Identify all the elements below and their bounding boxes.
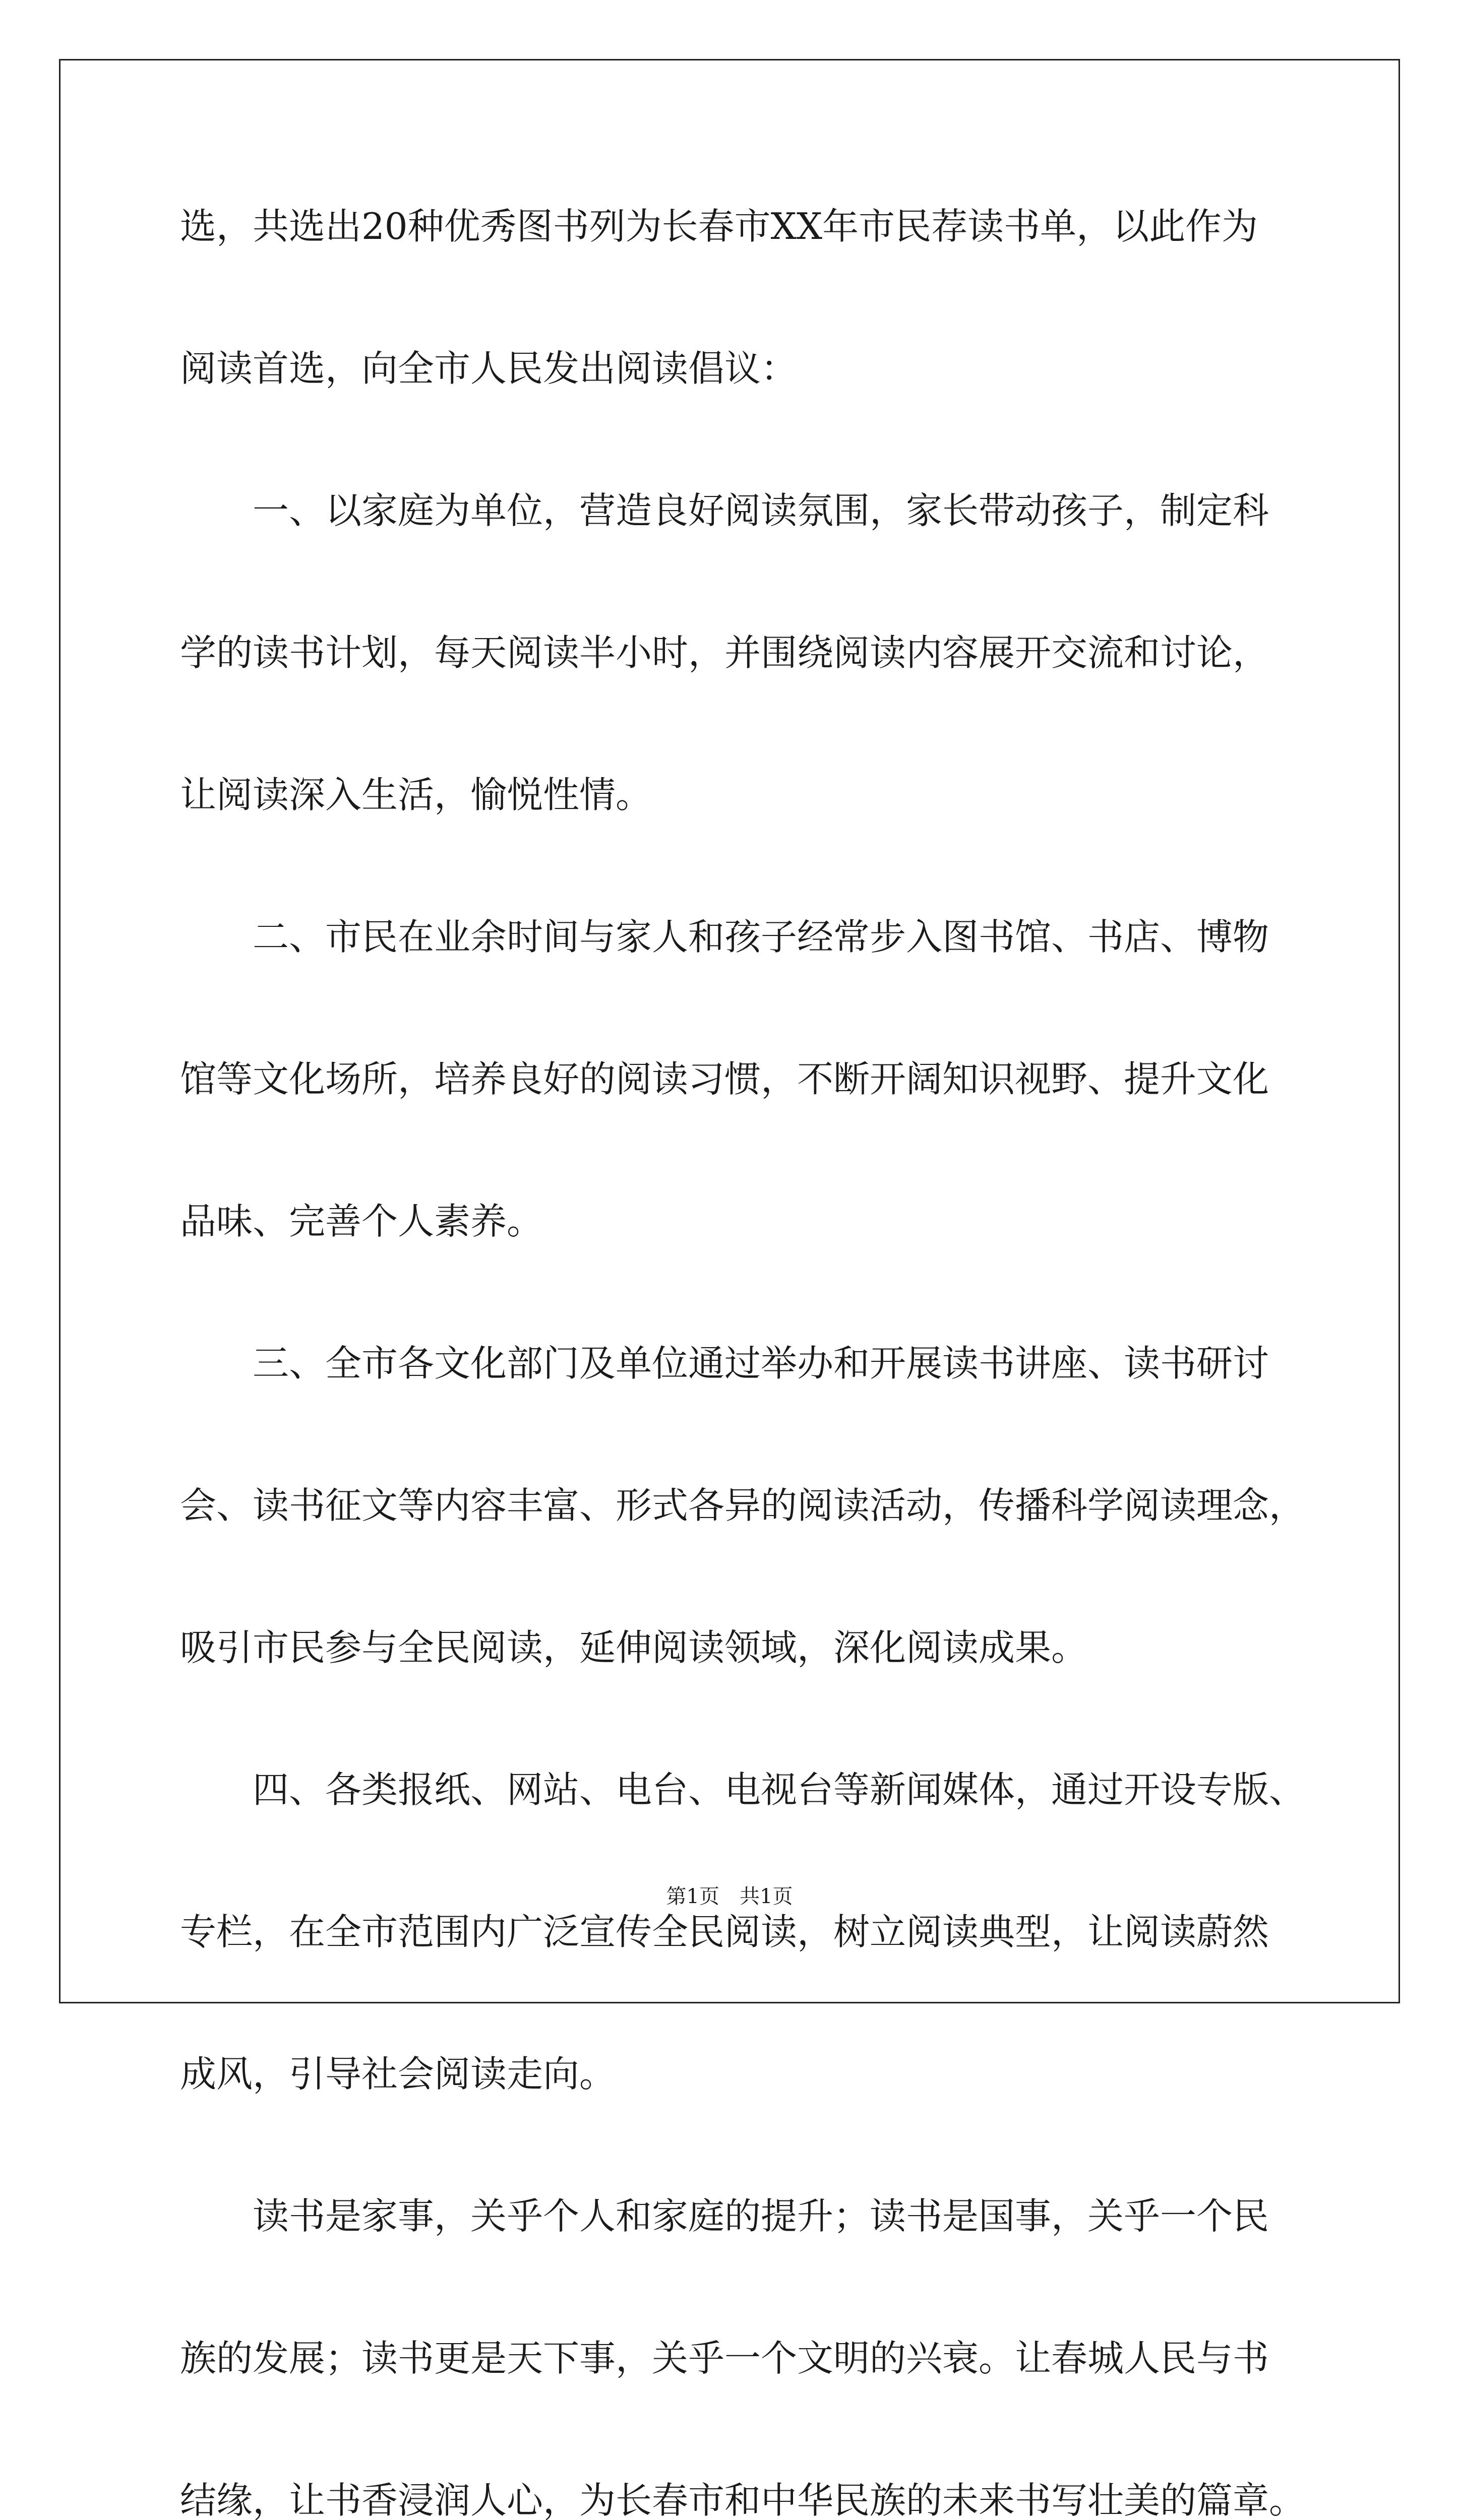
text-line: 学的读书计划，每天阅读半小时，并围绕阅读内容展开交流和讨论， [180, 632, 1269, 674]
text-line: 阅读首选，向全市人民发出阅读倡议： [180, 347, 798, 390]
text-line: 一、以家庭为单位，营造良好阅读氛围，家长带动孩子，制定科 [180, 489, 1269, 532]
text-line: 专栏，在全市范围内广泛宣传全民阅读，树立阅读典型，让阅读蔚然 [180, 1911, 1269, 1953]
text-line: 族的发展；读书更是天下事，关乎一个文明的兴衰。让春城人民与书 [180, 2337, 1269, 2379]
text-line: 结缘，让书香浸润人心，为长春市和中华民族的未来书写壮美的篇章。 [180, 2479, 1306, 2520]
text-line: 会、读书征文等内容丰富、形式各异的阅读活动，传播科学阅读理念， [180, 1484, 1306, 1527]
document-body [180, 179, 1306, 2520]
text-line: 选，共选出20种优秀图书列为长春市XX年市民荐读书单，以此作为 [180, 205, 1258, 247]
text-line: 品味、完善个人素养。 [180, 1200, 543, 1242]
text-line: 让阅读深入生活，愉悦性情。 [180, 774, 652, 816]
page-number-footer: 第1页 共1页 [666, 1885, 793, 1908]
text-line: 二、市民在业余时间与家人和孩子经常步入图书馆、书店、博物 [180, 916, 1269, 958]
text-line: 三、全市各文化部门及单位通过举办和开展读书讲座、读书研讨 [180, 1342, 1269, 1384]
text-line: 成风，引导社会阅读走向。 [180, 2053, 616, 2095]
text-line: 馆等文化场所，培养良好的阅读习惯，不断开阔知识视野、提升文化 [180, 1058, 1269, 1100]
text-line: 四、各类报纸、网站、电台、电视台等新闻媒体，通过开设专版、 [180, 1769, 1306, 1811]
text-line: 读书是家事，关乎个人和家庭的提升；读书是国事，关乎一个民 [180, 2195, 1269, 2237]
text-line: 吸引市民参与全民阅读，延伸阅读领域，深化阅读成果。 [180, 1626, 1088, 1669]
